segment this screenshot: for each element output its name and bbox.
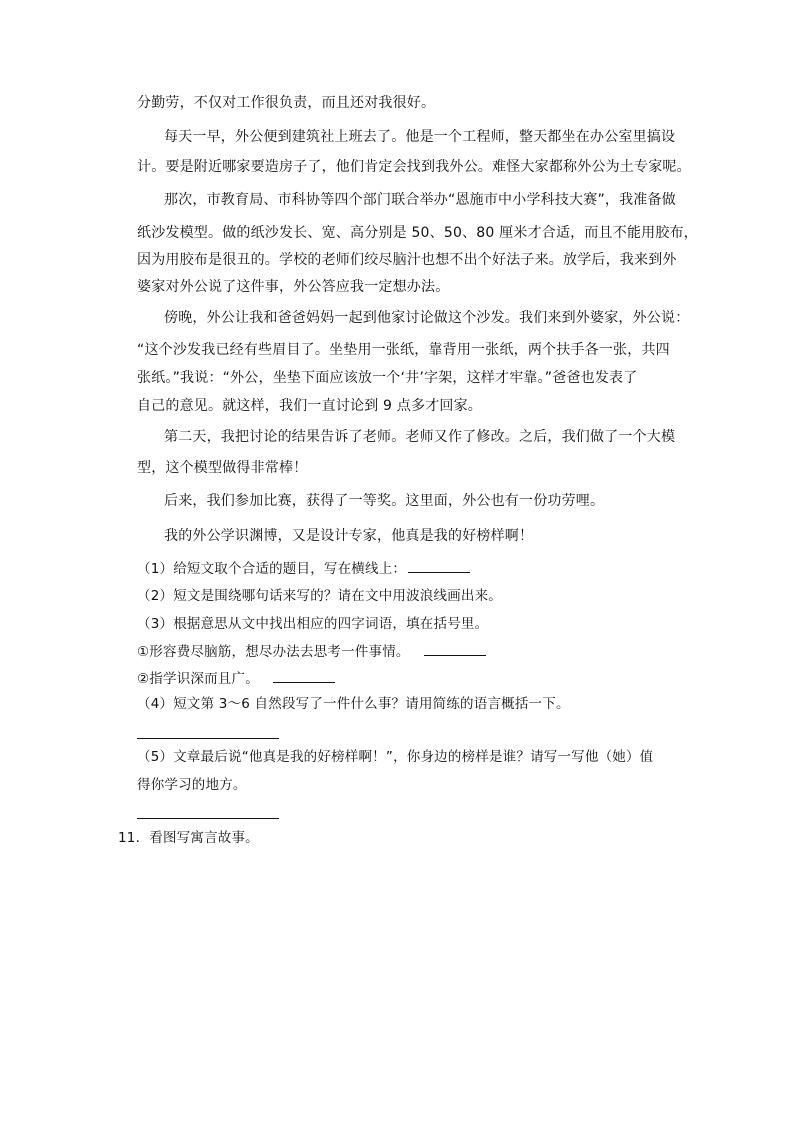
passage-line: 分勤劳，不仅对工作很负责，而且还对我很好。 bbox=[137, 95, 436, 111]
passage-line: 纸沙发模型。做的纸沙发长、宽、高分别是 50、50、80 厘米才合适，而且不能用胶布， bbox=[137, 225, 698, 241]
answer-blank[interactable] bbox=[424, 641, 486, 656]
question-3a-text: ①形容费尽脑筋，想尽办法去思考一件事情。 bbox=[137, 644, 410, 660]
passage-line: 每天一早，外公便到建筑社上班去了。他是一个工程师，整天都坐在办公室里搞设 bbox=[164, 129, 676, 145]
passage-line: 自己的意见。就这样，我们一直讨论到 9 点多才回家。 bbox=[137, 398, 483, 414]
passage-line: 第二天，我把讨论的结果告诉了老师。老师又作了修改。之后，我们做了一个大模 bbox=[164, 429, 676, 445]
question-3a bbox=[137, 641, 486, 662]
passage-line: 计。要是附近哪家要造房子了，他们肯定会找到我外公。难怪大家都称外公为土专家呢。 bbox=[137, 159, 691, 175]
question-3b-text: ②指学识深而且广。 bbox=[137, 671, 259, 687]
passage-line: 那次，市教育局、市科协等四个部门联合举办“恩施市中小学科技大赛”，我准备做 bbox=[164, 192, 676, 208]
answer-blank[interactable] bbox=[273, 668, 335, 683]
passage-line: 我的外公学识渊博，又是设计专家，他真是我的好榜样啊！ bbox=[164, 528, 534, 544]
question-11: 11．看图写寓言故事。 bbox=[118, 830, 259, 846]
question-2: （2）短文是围绕哪句话来写的？请在文中用波浪线画出来。 bbox=[137, 588, 502, 604]
passage-line: 傍晚，外公让我和爸爸妈妈一起到他家讨论做这个沙发。我们来到外婆家，外公说： bbox=[164, 310, 690, 326]
passage-line: 后来，我们参加比赛，获得了一等奖。这里面，外公也有一份功劳哩。 bbox=[164, 493, 605, 509]
passage-line: 因为用胶布是很丑的。学校的老师们绞尽脑汁也想不出个好法子来。放学后，我来到外 bbox=[137, 252, 677, 268]
passage-line: 婆家对外公说了这件事，外公答应我一定想办法。 bbox=[137, 279, 450, 295]
passage-line: “这个沙发我已经有些眉目了。坐垫用一张纸，靠背用一张纸，两个扶手各一张，共四 bbox=[137, 342, 670, 358]
answer-line[interactable] bbox=[137, 738, 279, 739]
question-1-text: （1）给短文取个合适的题目，写在横线上： bbox=[137, 561, 407, 577]
passage-line: 张纸。”我说：“外公，坐垫下面应该放一个‘井’字架，这样才牢靠。”爸爸也发表了 bbox=[137, 370, 638, 386]
question-5: （5）文章最后说“他真是我的好榜样啊！”，你身边的榜样是谁？请写一写他（她）值 bbox=[137, 749, 654, 765]
question-4: （4）短文第 3～6 自然段写了一件什么事？请用简练的语言概括一下。 bbox=[137, 696, 570, 712]
question-5-cont: 得你学习的地方。 bbox=[137, 777, 247, 793]
question-3: （3）根据意思从文中找出相应的四字词语，填在括号里。 bbox=[137, 616, 489, 632]
answer-blank[interactable] bbox=[408, 558, 470, 573]
question-1 bbox=[137, 558, 470, 579]
question-3b bbox=[137, 668, 335, 689]
answer-line[interactable] bbox=[137, 818, 279, 819]
passage-line: 型，这个模型做得非常棒！ bbox=[137, 460, 308, 476]
